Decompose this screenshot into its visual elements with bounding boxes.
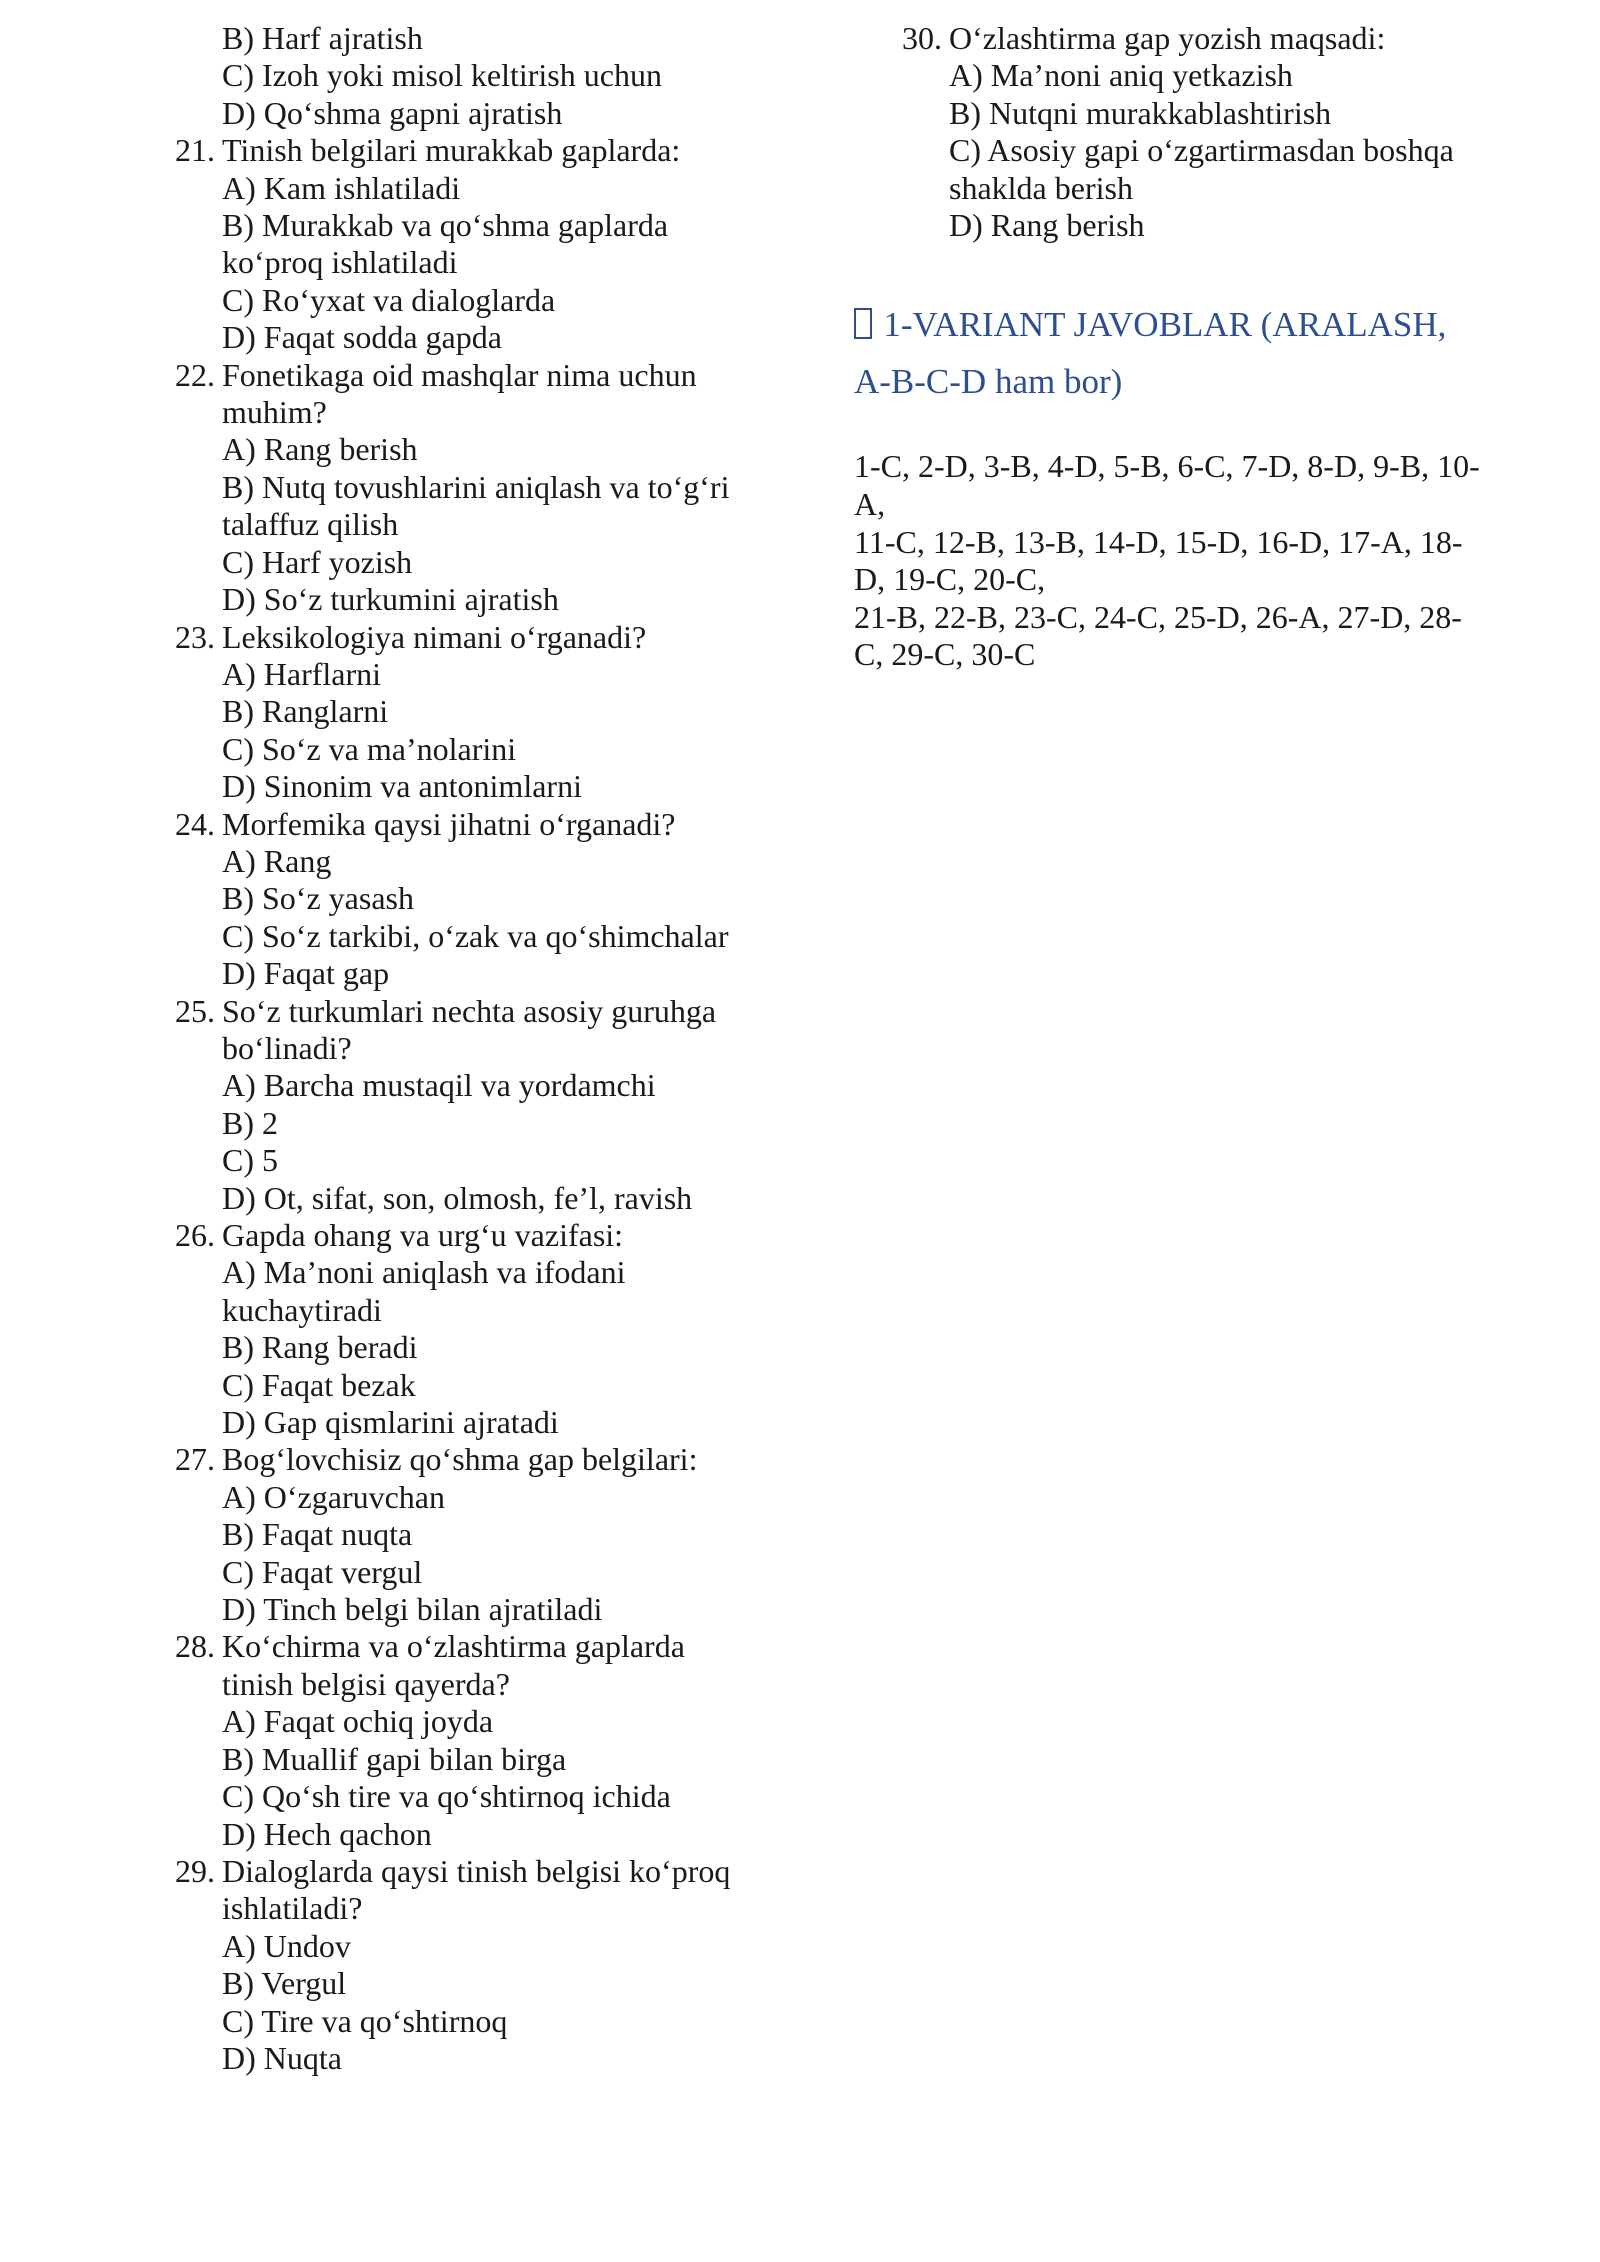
question-options <box>222 1254 742 1441</box>
question-text: Dialoglarda qaysi tinish belgisi ko‘proq ishlatiladi? <box>222 1852 731 1927</box>
answer-option: C) Qo‘sh tire va qo‘shtirnoq ichida <box>222 1778 671 1815</box>
answer-option: C) Faqat vergul <box>222 1553 423 1590</box>
answer-option: B) Nutqni murakkablashtirish <box>949 94 1332 131</box>
question-options <box>222 431 742 618</box>
answer-key-line: 1-C, 2-D, 3-B, 4-D, 5-B, 6-C, 7-D, 8-D, 9-B, 10- <box>854 448 1480 485</box>
question-block <box>127 619 742 806</box>
question-text: Gapda ohang va urg‘u vazifasi: <box>222 1217 624 1253</box>
answer-option: A) Rang <box>222 842 332 879</box>
answer-option: A) Kam ishlatiladi <box>222 169 461 206</box>
answer-option: D) Gap qismlarini ajratadi <box>222 1404 559 1441</box>
question-number: 30. <box>902 20 942 56</box>
answer-option: D) Nuqta <box>222 2039 342 2076</box>
question-number: 29. <box>175 1852 215 1889</box>
left-column <box>127 20 742 2077</box>
question-block <box>127 1853 742 2077</box>
question-number: 21. <box>175 132 215 169</box>
question-number: 22. <box>175 356 215 393</box>
question-block <box>127 993 742 1217</box>
question-text: Tinish belgilari murakkab gaplarda: <box>222 132 681 169</box>
question-number: 25. <box>175 992 215 1029</box>
answer-option: A) Ma’noni aniq yetkazish <box>949 57 1293 94</box>
answer-option: D) Tinch belgi bilan ajratiladi <box>222 1591 603 1628</box>
answer-option: A) Undov <box>222 1927 351 1964</box>
question-block <box>127 132 742 356</box>
answer-option: D) Faqat gap <box>222 955 390 992</box>
question-number: 23. <box>175 618 215 655</box>
question-block <box>127 1217 742 1441</box>
answer-option: D) Rang berish <box>949 207 1145 244</box>
question-options <box>222 1928 742 2078</box>
answer-option: B) Muallif gapi bilan birga <box>222 1740 567 1777</box>
answer-option: C) Faqat bezak <box>222 1366 416 1403</box>
question-options <box>222 1479 742 1629</box>
answer-option: D) Ot, sifat, son, olmosh, fe’l, ravish <box>222 1179 693 1216</box>
answer-option: B) Nutq tovushlarini aniqlash va to‘g‘ri talaffuz qilish <box>222 468 730 543</box>
question-number: 27. <box>175 1441 215 1478</box>
question-options <box>222 1703 742 1853</box>
question-options <box>222 656 742 806</box>
question-text: Fonetikaga oid mashqlar nima uchun muhim? <box>222 356 697 431</box>
answer-option: C) Asosiy gapi o‘zgartirmasdan boshqa shaklda berish <box>949 132 1454 206</box>
answer-key-line: D, 19-C, 20-C, <box>854 561 1046 598</box>
answer-option: B) Ranglarni <box>222 693 389 730</box>
answer-option: C) Izoh yoki misol keltirish uchun <box>222 57 662 94</box>
question-block <box>127 357 742 619</box>
answer-key-line: C, 29-C, 30-C <box>854 636 1036 673</box>
question-options <box>222 1067 742 1217</box>
answer-option: B) Faqat nuqta <box>222 1516 413 1553</box>
missing-glyph-icon <box>854 308 872 338</box>
question-text: So‘z turkumlari nechta asosiy guruhga bo‘linadi? <box>222 992 717 1066</box>
left-question-list <box>127 132 742 2077</box>
answer-option: D) Faqat sodda gapda <box>222 319 502 356</box>
answer-option: D) Hech qachon <box>222 1815 432 1852</box>
right-column <box>854 20 1486 674</box>
answers-heading-text: 1-VARIANT JAVOBLAR (ARALASH, A-B-C-D ham bor) <box>854 305 1447 402</box>
question-number: 26. <box>175 1217 215 1253</box>
carryover-options <box>127 20 742 132</box>
answer-option: B) Murakkab va qo‘shma gaplarda ko‘proq ishlatiladi <box>222 207 669 281</box>
question-text: Morfemika qaysi jihatni o‘rganadi? <box>222 805 676 842</box>
answer-option: C) Ro‘yxat va dialoglarda <box>222 281 556 318</box>
question-options <box>222 843 742 993</box>
question-options <box>222 170 742 357</box>
answer-option: C) 5 <box>222 1142 278 1179</box>
question-number: 24. <box>175 805 215 842</box>
question-text: Leksikologiya nimani o‘rganadi? <box>222 618 647 655</box>
answers-heading <box>854 296 1486 410</box>
right-question-list <box>854 20 1486 244</box>
answer-option: A) Rang berish <box>222 431 418 468</box>
answer-option: B) Rang beradi <box>222 1329 418 1366</box>
answer-key <box>854 448 1486 674</box>
answer-option: C) Tire va qo‘shtirnoq <box>222 2002 508 2039</box>
answer-key-line: A, <box>854 486 886 523</box>
question-block <box>127 1441 742 1628</box>
answer-option: B) 2 <box>222 1104 278 1141</box>
question-text: O‘zlashtirma gap yozish maqsadi: <box>949 20 1386 56</box>
answer-option: B) Vergul <box>222 1965 347 2002</box>
question-block <box>127 806 742 993</box>
answer-option: A) Harflarni <box>222 655 382 692</box>
answer-option: A) Ma’noni aniqlash va ifodani kuchaytiradi <box>222 1254 626 1328</box>
question-block <box>127 1628 742 1852</box>
answer-option: C) So‘z va ma’nolarini <box>222 730 517 767</box>
answer-key-line: 11-C, 12-B, 13-B, 14-D, 15-D, 16-D, 17-A, 18- <box>854 523 1463 560</box>
question-block <box>854 20 1486 244</box>
answer-option: B) Harf ajratish <box>222 20 423 56</box>
answer-option: C) Harf yozish <box>222 543 413 580</box>
answer-option: B) So‘z yasash <box>222 880 414 917</box>
answer-option: D) So‘z turkumini ajratish <box>222 581 559 618</box>
answer-option: D) Qo‘shma gapni ajratish <box>222 94 563 131</box>
question-number: 28. <box>175 1628 215 1665</box>
answer-option: C) So‘z tarkibi, o‘zak va qo‘shimchalar <box>222 917 729 954</box>
question-options <box>949 57 1486 244</box>
answer-option: A) Faqat ochiq joyda <box>222 1703 494 1740</box>
question-text: Ko‘chirma va o‘zlashtirma gaplarda tinish belgisi qayerda? <box>222 1628 685 1702</box>
answer-option: A) O‘zgaruvchan <box>222 1478 445 1515</box>
answer-option: A) Barcha mustaqil va yordamchi <box>222 1067 656 1104</box>
answer-option: D) Sinonim va antonimlarni <box>222 768 582 805</box>
question-text: Bog‘lovchisiz qo‘shma gap belgilari: <box>222 1441 698 1478</box>
answer-key-line: 21-B, 22-B, 23-C, 24-C, 25-D, 26-A, 27-D, 28- <box>854 598 1462 635</box>
